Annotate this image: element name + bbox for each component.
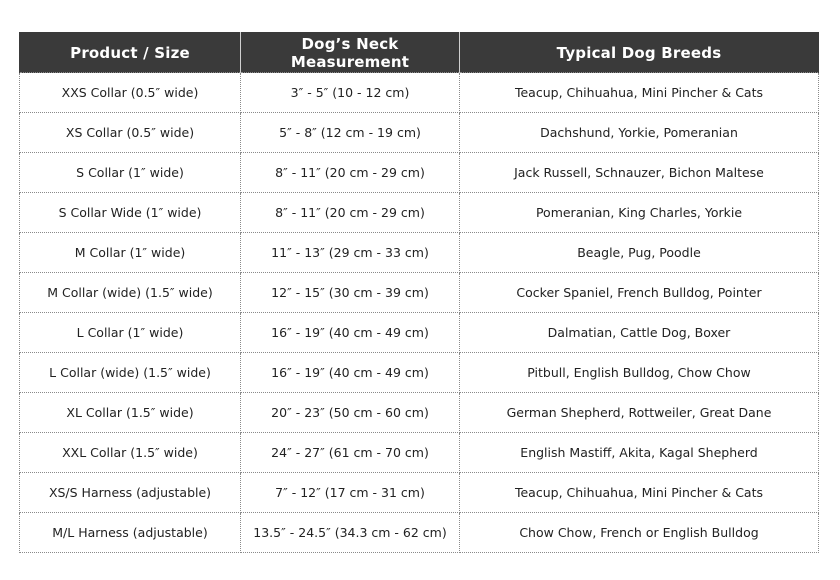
cell-dog-breeds: Dachshund, Yorkie, Pomeranian [460, 113, 819, 153]
cell-neck-measurement: 7″ - 12″ (17 cm - 31 cm) [241, 473, 460, 513]
table-row [20, 73, 819, 113]
cell-product-size: L Collar (1″ wide) [20, 313, 241, 353]
cell-dog-breeds: Chow Chow, French or English Bulldog [460, 513, 819, 553]
header-product-size: Product / Size [20, 33, 241, 73]
cell-dog-breeds: Pomeranian, King Charles, Yorkie [460, 193, 819, 233]
cell-neck-measurement: 20″ - 23″ (50 cm - 60 cm) [241, 393, 460, 433]
cell-neck-measurement: 16″ - 19″ (40 cm - 49 cm) [241, 353, 460, 393]
cell-neck-measurement: 3″ - 5″ (10 - 12 cm) [241, 73, 460, 113]
cell-product-size: M Collar (1″ wide) [20, 233, 241, 273]
table-row [20, 513, 819, 553]
cell-dog-breeds: German Shepherd, Rottweiler, Great Dane [460, 393, 819, 433]
cell-dog-breeds: English Mastiff, Akita, Kagal Shepherd [460, 433, 819, 473]
size-chart-table [19, 32, 819, 553]
header-dog-breeds: Typical Dog Breeds [460, 33, 819, 73]
cell-product-size: S Collar (1″ wide) [20, 153, 241, 193]
cell-product-size: XL Collar (1.5″ wide) [20, 393, 241, 433]
table-row [20, 273, 819, 313]
cell-neck-measurement: 24″ - 27″ (61 cm - 70 cm) [241, 433, 460, 473]
cell-product-size: S Collar Wide (1″ wide) [20, 193, 241, 233]
cell-product-size: L Collar (wide) (1.5″ wide) [20, 353, 241, 393]
cell-product-size: XS/S Harness (adjustable) [20, 473, 241, 513]
cell-product-size: XXL Collar (1.5″ wide) [20, 433, 241, 473]
cell-neck-measurement: 12″ - 15″ (30 cm - 39 cm) [241, 273, 460, 313]
table-row [20, 393, 819, 433]
table-row [20, 313, 819, 353]
cell-product-size: XS Collar (0.5″ wide) [20, 113, 241, 153]
cell-dog-breeds: Pitbull, English Bulldog, Chow Chow [460, 353, 819, 393]
cell-neck-measurement: 8″ - 11″ (20 cm - 29 cm) [241, 193, 460, 233]
cell-product-size: XXS Collar (0.5″ wide) [20, 73, 241, 113]
cell-neck-measurement: 16″ - 19″ (40 cm - 49 cm) [241, 313, 460, 353]
cell-dog-breeds: Beagle, Pug, Poodle [460, 233, 819, 273]
cell-neck-measurement: 13.5″ - 24.5″ (34.3 cm - 62 cm) [241, 513, 460, 553]
cell-product-size: M Collar (wide) (1.5″ wide) [20, 273, 241, 313]
header-row [20, 33, 819, 73]
cell-neck-measurement: 11″ - 13″ (29 cm - 33 cm) [241, 233, 460, 273]
cell-dog-breeds: Jack Russell, Schnauzer, Bichon Maltese [460, 153, 819, 193]
cell-dog-breeds: Teacup, Chihuahua, Mini Pincher & Cats [460, 473, 819, 513]
header-neck-measurement: Dog’s Neck Measurement [241, 33, 460, 73]
table-row [20, 233, 819, 273]
cell-dog-breeds: Teacup, Chihuahua, Mini Pincher & Cats [460, 73, 819, 113]
cell-dog-breeds: Cocker Spaniel, French Bulldog, Pointer [460, 273, 819, 313]
table-row [20, 193, 819, 233]
cell-dog-breeds: Dalmatian, Cattle Dog, Boxer [460, 313, 819, 353]
table-row [20, 433, 819, 473]
table-row [20, 473, 819, 513]
cell-neck-measurement: 5″ - 8″ (12 cm - 19 cm) [241, 113, 460, 153]
table-row [20, 113, 819, 153]
table-row [20, 353, 819, 393]
cell-neck-measurement: 8″ - 11″ (20 cm - 29 cm) [241, 153, 460, 193]
table-row [20, 153, 819, 193]
cell-product-size: M/L Harness (adjustable) [20, 513, 241, 553]
